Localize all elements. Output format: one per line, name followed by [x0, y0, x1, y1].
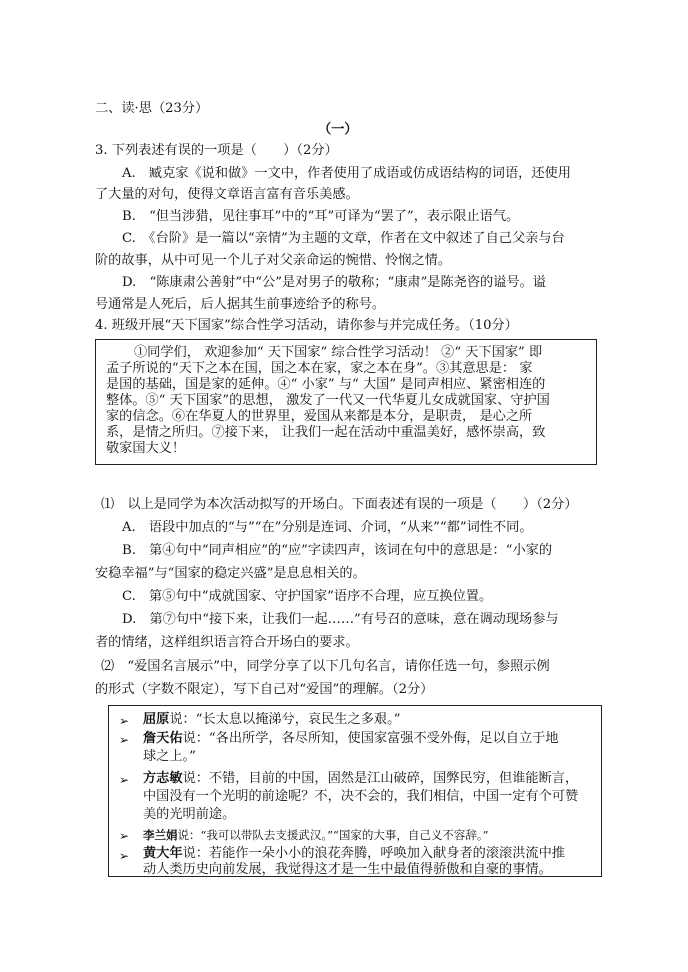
sub1-stem: ⑴ 以上是同学为本次活动拟写的开场白。下面表述有误的一项是（ ）（2分）: [101, 497, 578, 512]
q3-option-c-cont: 阶的故事，从中可见一个儿子对父亲命运的惋惜、怜悯之情。: [95, 253, 452, 268]
opening-speech-box: [95, 339, 597, 465]
box-line-2: 孟子所说的“天下之本在国，国之本在家，家之本在身”。③其意思是： 家: [106, 361, 533, 376]
quote-author: 黄大年: [143, 846, 183, 861]
quotes-box: [108, 705, 602, 877]
quote-text-cont: 球之上。”: [143, 749, 196, 764]
sub1-option-b-cont: 安稳幸福”与“国家的稳定兴盛”是息息相关的。: [95, 566, 366, 581]
arrow-bullet-icon: ➢: [119, 773, 130, 787]
quote-text: 说：“长太息以掩涕兮，哀民生之多艰。”: [169, 712, 401, 727]
sub2-stem: ⑵ “爱国名言展示”中，同学分享了以下几句名言，请你任选一句，参照示例: [101, 659, 550, 674]
q3-option-a-cont: 了大量的对句，使得文章语言富有音乐美感。: [95, 187, 359, 202]
sub1-option-d: D. 第⑦句中“接下来，让我们一起……”有号召的意味，意在调动现场参与: [122, 612, 559, 627]
box-line-4: 整体。⑤“ 天下国家”的思想， 激发了一代又一代华夏儿女成就国家、守护国: [106, 393, 550, 408]
arrow-bullet-icon: ➢: [119, 714, 130, 728]
part-label: （一）: [318, 122, 358, 137]
quote-author: 詹天佑: [143, 731, 183, 746]
quote-author: 方志敏: [143, 771, 183, 786]
quote-author: 屈原: [143, 712, 170, 727]
quote-text-cont: 美的光明前途。: [143, 807, 236, 822]
quote-author: 李兰娟: [143, 828, 178, 842]
arrow-bullet-icon: ➢: [119, 849, 130, 863]
q3-option-c: C. 《台阶》是一篇以“亲情”为主题的文章，作者在文中叙述了自己父亲与台: [122, 231, 565, 246]
quote-text: 说：“我可以带队去支援武汉。”“国家的大事，自己义不容辞。”: [177, 828, 489, 842]
sub1-option-c: C. 第⑤句中“成就国家、守护国家”语序不合理，应互换位置。: [122, 589, 493, 604]
section-title: 二、读·思（23分）: [95, 101, 209, 116]
sub2-stem-cont: 的形式（字数不限定），写下自己对“爱国”的理解。（2分）: [95, 682, 434, 697]
q3-option-d-cont: 号通常是人死后，后人据其生前事迹给予的称号。: [95, 297, 386, 312]
quote-text-cont: 中国没有一个光明的前途呢？不，决不会的，我们相信，中国一定有个可赞: [143, 789, 579, 804]
q3-option-d: D. “陈康肃公善射”中“公”是对男子的敬称；“康肃”是陈尧咨的谥号。谥: [122, 275, 546, 290]
q3-stem: 3. 下列表述有误的一项是（ ）（2分）: [95, 143, 338, 158]
box-line-5: 家的信念。⑥在华夏人的世界里，爱国从来都是本分，是职责， 是心之所: [106, 409, 533, 424]
sub1-option-d-cont: 者的情绪，这样组织语言符合开场白的要求。: [95, 635, 359, 650]
q4-stem: 4. 班级开展“天下国家”综合性学习活动，请你参与并完成任务。（10分）: [95, 318, 518, 333]
box-line-7: 敬家国大义！: [106, 441, 186, 456]
box-line-1: ①同学们， 欢迎参加“ 天下国家” 综合性学习活动！ ②“ 天下国家” 即: [134, 345, 543, 360]
quote-text: 说：“各出所学，各尽所知，使国家富强不受外侮，足以自立于地: [182, 731, 559, 746]
q3-option-b: B. “但当涉猎，见往事耳”中的“耳”可译为“罢了”，表示限止语气。: [122, 209, 520, 224]
quote-text-cont: 动人类历史向前发展，我觉得这才是一生中最值得骄傲和自豪的事情。: [143, 862, 552, 877]
box-line-6: 系，是情之所归。⑦接下来， 让我们一起在活动中重温美好，感怀崇高，致: [106, 425, 546, 440]
sub1-option-b: B. 第④句中“同声相应”的“应”字读四声，该词在句中的意思是：“小家的: [122, 543, 553, 558]
quote-text: 说：不错，目前的中国，固然是江山破碎，国弊民穷，但谁能断言，: [182, 771, 579, 786]
arrow-bullet-icon: ➢: [119, 733, 130, 747]
quote-text: 说：若能作一朵小小的浪花奔腾，呼唤加入献身者的滚滚洪流中推: [182, 846, 565, 861]
box-line-3: 是国的基础，国是家的延伸。④“ 小家” 与“ 大国” 是同声相应、紧密相连的: [106, 377, 546, 392]
arrow-bullet-icon: ➢: [119, 829, 130, 843]
quote-item: [143, 728, 559, 750]
sub1-option-a: A. 语段中加点的“与”“在”分别是连词、介词，“从来”“都”词性不同。: [122, 520, 533, 535]
q3-option-a: A. 臧克家《说和做》一文中，作者使用了成语或仿成语结构的词语，还使用: [122, 166, 571, 181]
